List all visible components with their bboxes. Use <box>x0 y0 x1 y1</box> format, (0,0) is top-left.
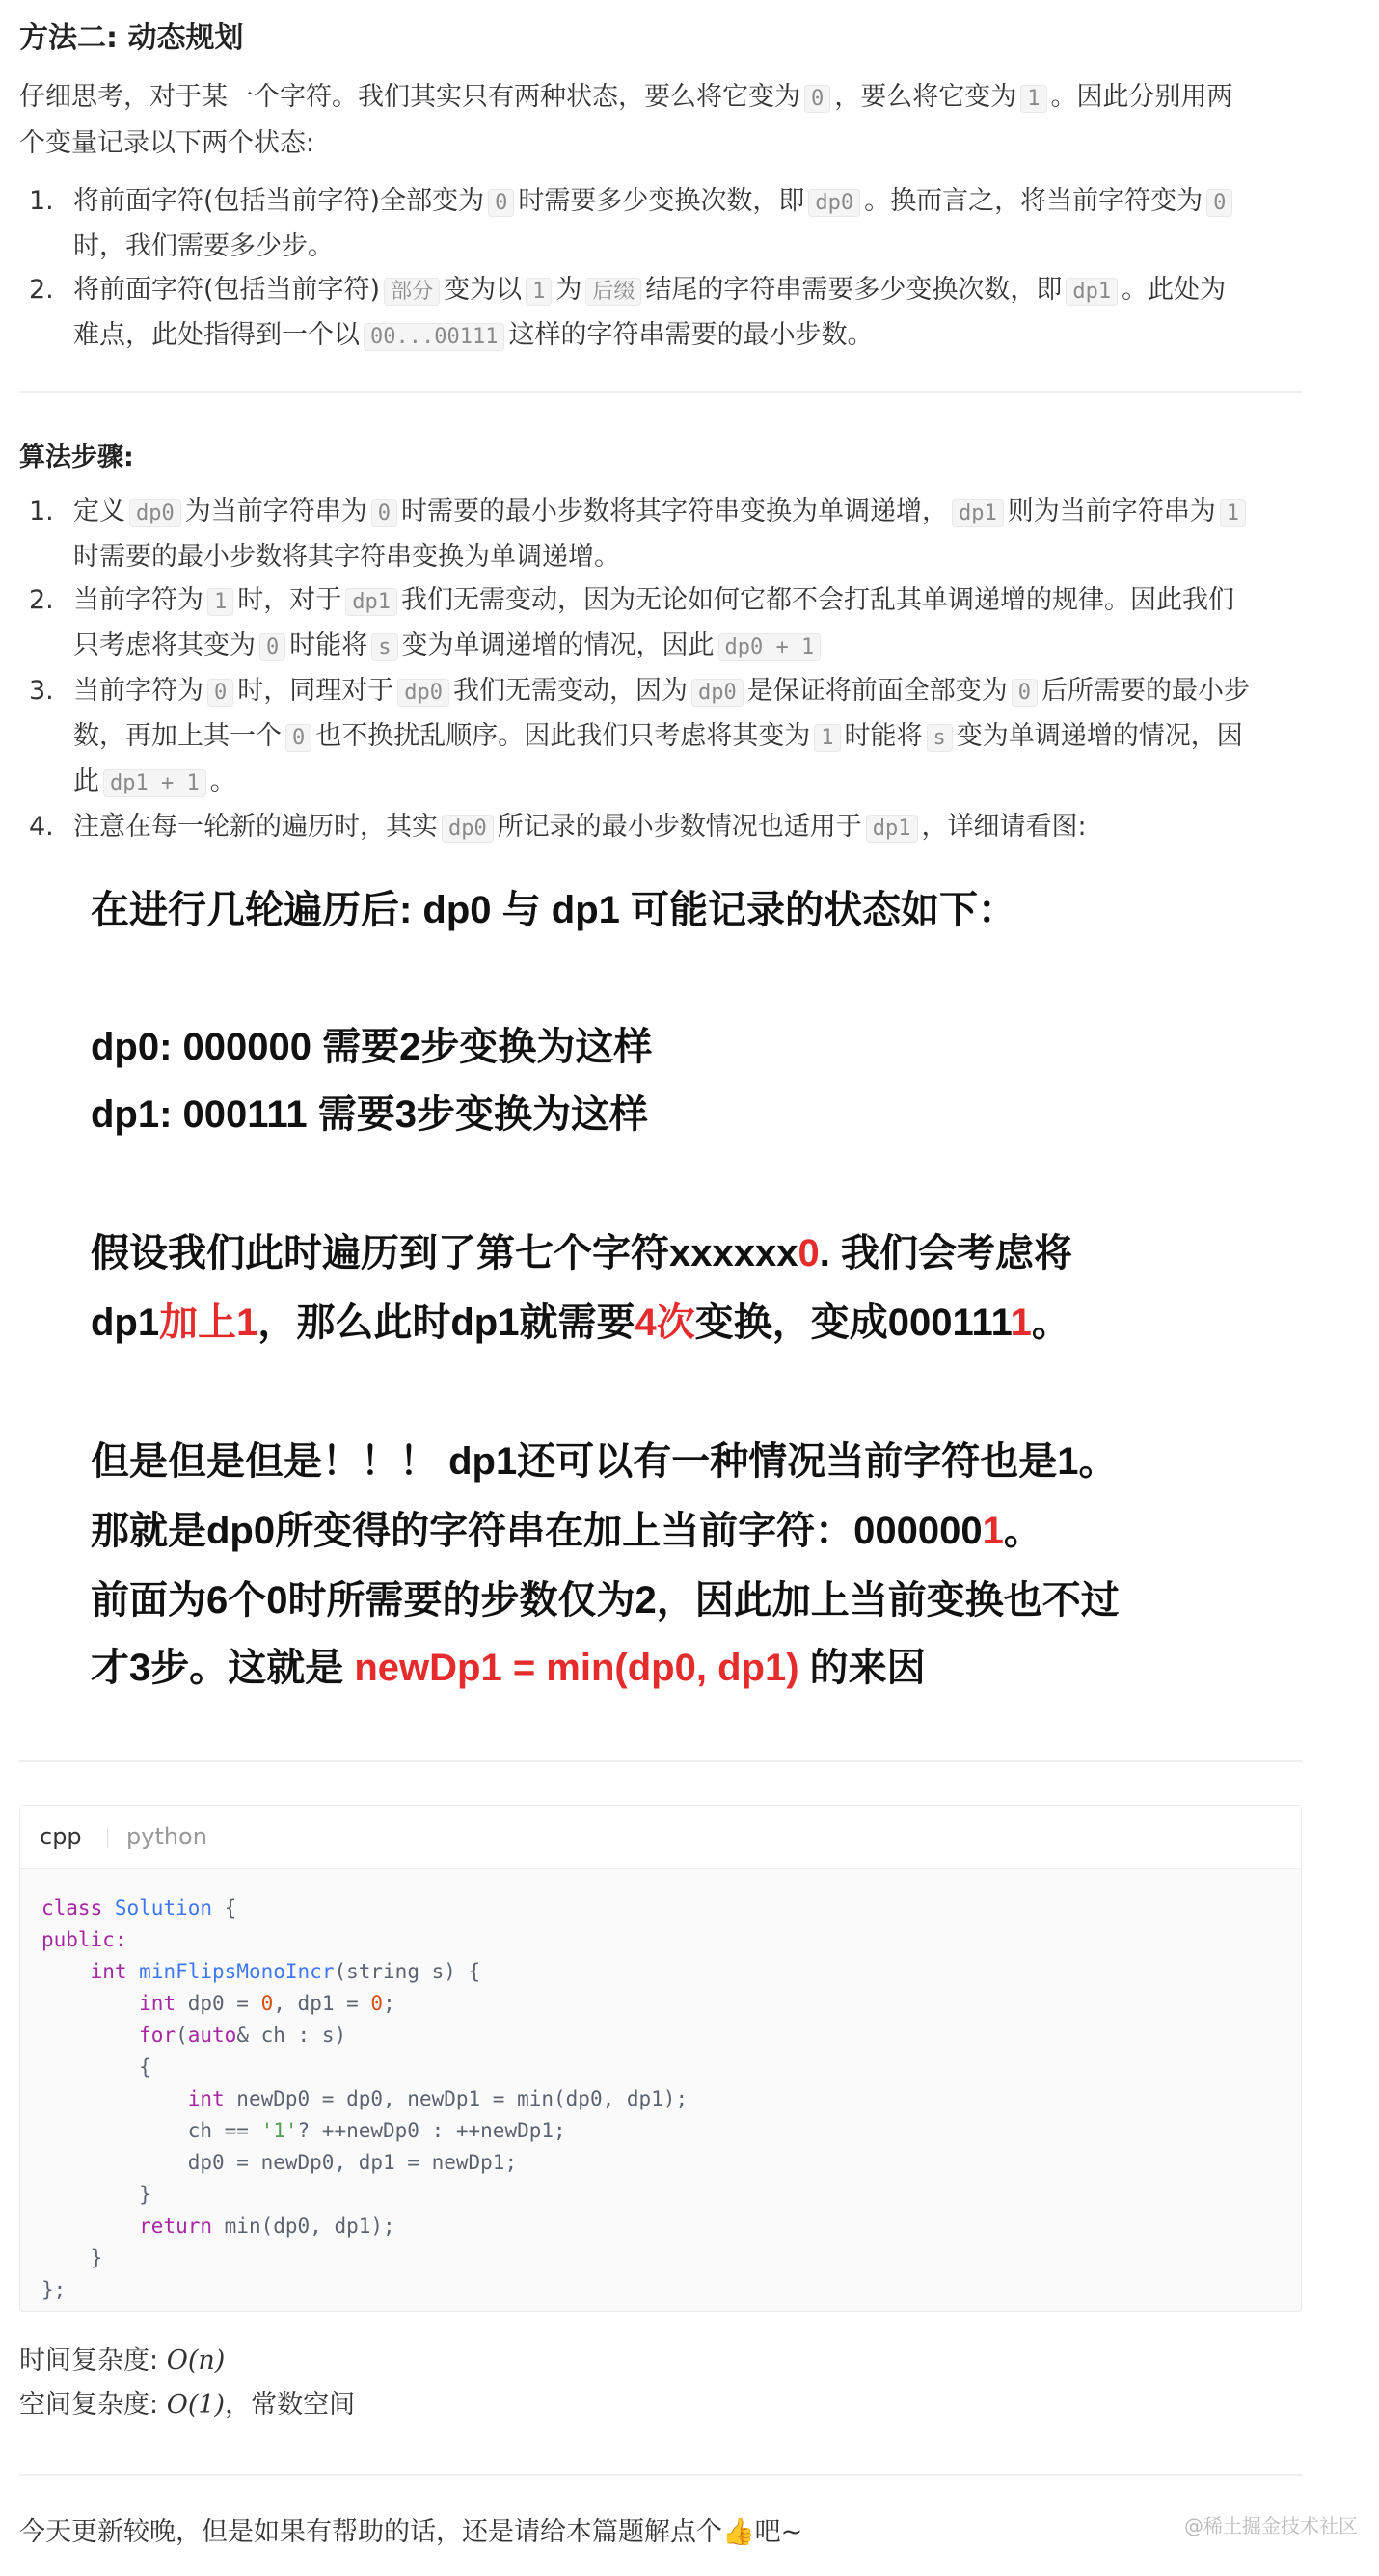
complexity <box>19 2339 1331 2428</box>
list-text: 是保证将前面全部变为 <box>746 676 1008 706</box>
tab-python[interactable]: python <box>126 1823 207 1850</box>
list-text: 将前面字符(包括当前字符)全部变为 <box>73 186 485 216</box>
inline-code: 0 <box>488 189 514 217</box>
tab-cpp[interactable]: cpp <box>40 1823 82 1850</box>
list-number: 3. <box>29 676 54 706</box>
inline-code: dp0 <box>129 499 181 527</box>
list-text: 将前面字符(包括当前字符) <box>73 275 381 305</box>
figure-line-2: dp0: 000000 需要2步变换为这样 <box>91 1026 653 1068</box>
list-text: 。换而言之，将当前字符变为 <box>864 186 1203 216</box>
list-text: 时需要的最小步数将其字符串变换为单调递增。 <box>73 542 620 572</box>
divider <box>19 1760 1302 1762</box>
list-item <box>19 490 1331 578</box>
list-text: 时能将 <box>844 721 923 751</box>
list-text: 结尾的字符串需要多少变换次数，即 <box>645 275 1063 305</box>
list-item <box>19 268 1331 359</box>
list-item <box>19 179 1331 268</box>
figure-line-8: 前面为6个0时所需要的步数仅为2，因此加上当前变换也不过 <box>91 1579 1120 1622</box>
inline-code: 0 <box>285 724 311 752</box>
list-text: 当前字符为 <box>73 676 203 706</box>
list-text: 此 <box>73 766 99 796</box>
intro-text: 。因此分别用两 <box>1050 82 1233 112</box>
figure-line-3: dp1: 000111 需要3步变换为这样 <box>91 1093 648 1136</box>
code-content: class Solution { public: int minFlipsMonoIncr(string s) { int dp0 = 0, dp1 = 0; for(auto& ch : s) { int newDp0 = dp0, newDp1 = min(dp0, dp1); ch == '1'? ++newDp0 : ++newDp1; dp0 = newDp0, dp1 = newDp1; } return min(dp0, dp1); } }; <box>41 1896 689 2301</box>
list-text: 难点，此处指得到一个以 <box>73 320 360 350</box>
list-text: 定义 <box>73 496 125 526</box>
list-number: 1. <box>29 496 54 526</box>
list-text: 注意在每一轮新的遍历时，其实 <box>73 812 438 842</box>
inline-code: s <box>927 724 953 752</box>
list-text: 时，我们需要多少步。 <box>73 231 334 261</box>
intro-paragraph <box>19 75 1331 166</box>
inline-code: 后缀 <box>585 278 641 306</box>
list-text: 变为以 <box>444 275 523 305</box>
inline-code: 1 <box>1020 85 1046 113</box>
inline-code: 0 <box>804 85 830 113</box>
inline-code: s <box>371 633 397 661</box>
list-text: 后所需要的最小步 <box>1041 676 1250 706</box>
list-text: 当前字符为 <box>73 585 203 615</box>
inline-code: dp0 <box>691 679 744 707</box>
inline-code: 1 <box>1220 499 1246 527</box>
states-list <box>19 179 1331 359</box>
algo-header <box>19 436 1331 473</box>
list-number: 2. <box>29 275 54 305</box>
algo-title: 算法步骤: <box>19 443 134 472</box>
time-complexity: 时间复杂度: O(n) <box>19 2346 226 2375</box>
list-number: 1. <box>29 186 54 216</box>
footer-note <box>19 2510 1331 2555</box>
list-text: 为 <box>555 275 582 305</box>
tab-separator <box>107 1829 108 1848</box>
list-text: 所记录的最小步数情况也适用于 <box>497 812 862 842</box>
inline-code: dp0 <box>397 679 449 707</box>
list-text: 时，对于 <box>237 585 342 615</box>
list-text: 这样的字符串需要的最小步数。 <box>508 320 874 350</box>
list-text: 变为单调递增的情况，因 <box>956 721 1243 751</box>
list-item <box>19 578 1331 669</box>
list-number: 4. <box>29 812 54 842</box>
algo-list <box>19 490 1331 850</box>
explanation-figure <box>19 848 1302 1716</box>
divider <box>19 2474 1302 2476</box>
figure-line-6: 但是但是但是！！！ dp1还可以有一种情况当前字符也是1。 <box>91 1440 1118 1483</box>
list-text: 。 <box>209 766 236 796</box>
inline-code: dp0 <box>442 815 494 843</box>
code-block <box>19 1805 1302 2312</box>
thumbs-up-icon: 👍 <box>722 2517 755 2547</box>
inline-code: 0 <box>1012 679 1038 707</box>
figure-line-5: dp1加上1，那么此时dp1就需要4次变换，变成0001111。 <box>91 1301 1070 1344</box>
inline-code: dp0 + 1 <box>718 633 822 661</box>
intro-text: 仔细思考，对于某一个字符。我们其实只有两种状态，要么将它变为 <box>19 82 800 112</box>
intro-text: ，要么将它变为 <box>834 82 1017 112</box>
section-header <box>19 13 1331 56</box>
list-item <box>19 669 1331 805</box>
inline-code: 0 <box>1206 189 1232 217</box>
inline-code: 1 <box>526 278 552 306</box>
footer-text: 吧~ <box>754 2517 803 2547</box>
section-title: 方法二: 动态规划 <box>19 21 244 55</box>
list-text: 。此处为 <box>1122 275 1227 305</box>
list-text: 只考虑将其变为 <box>73 631 256 660</box>
list-number: 2. <box>29 585 54 615</box>
inline-code: 部分 <box>384 278 440 306</box>
inline-code: 0 <box>371 499 397 527</box>
inline-code: 00...00111 <box>364 323 504 351</box>
list-text: ，详细请看图: <box>921 812 1087 842</box>
intro-line-1 <box>19 75 1331 121</box>
inline-code: dp1 + 1 <box>103 769 206 797</box>
inline-code: dp0 <box>808 189 860 217</box>
footer-text: 今天更新较晚，但是如果有帮助的话，还是请给本篇题解点个 <box>19 2517 722 2547</box>
list-text: 也不换扰乱顺序。因此我们只考虑将其变为 <box>315 721 811 751</box>
inline-code: 1 <box>207 588 233 616</box>
list-text: 时需要多少变换次数，即 <box>518 186 805 216</box>
divider <box>19 391 1302 393</box>
figure-line-1: 在进行几轮遍历后: dp0 与 dp1 可能记录的状态如下： <box>91 889 1016 931</box>
code-tabs <box>20 1806 1301 1869</box>
inline-code: dp1 <box>1066 278 1118 306</box>
list-text: 数，再加上其一个 <box>73 721 282 751</box>
inline-code: dp1 <box>952 499 1004 527</box>
list-text: 为当前字符串为 <box>184 496 367 526</box>
figure-line-7: 那就是dp0所变得的字符串在加上当前字符：0000001。 <box>91 1510 1042 1552</box>
list-item <box>19 805 1331 850</box>
space-complexity: 空间复杂度: O(1)，常数空间 <box>19 2390 356 2420</box>
list-text: 变为单调递增的情况，因此 <box>401 631 715 660</box>
figure-line-9: 才3步。这就是 newDp1 = min(dp0, dp1) 的来因 <box>91 1647 926 1689</box>
list-text: 时能将 <box>289 631 368 660</box>
inline-code: 0 <box>259 633 285 661</box>
inline-code: 1 <box>814 724 840 752</box>
list-text: 时需要的最小步数将其字符串变换为单调递增， <box>401 496 948 526</box>
figure-line-4: 假设我们此时遍历到了第七个字符xxxxxx0. 我们会考虑将 <box>91 1232 1072 1275</box>
list-text: 我们无需变动，因为 <box>453 676 688 706</box>
inline-code: dp1 <box>866 815 918 843</box>
watermark: @稀土掘金技术社区 <box>1184 2514 1358 2537</box>
list-text: 时，同理对于 <box>237 676 394 706</box>
list-text: 我们无需变动，因为无论如何它都不会打乱其单调递增的规律。因此我们 <box>401 585 1234 615</box>
list-text: 则为当前字符串为 <box>1007 496 1216 526</box>
inline-code: dp1 <box>345 588 397 616</box>
intro-line-2: 个变量记录以下两个状态: <box>19 128 315 158</box>
inline-code: 0 <box>207 679 233 707</box>
